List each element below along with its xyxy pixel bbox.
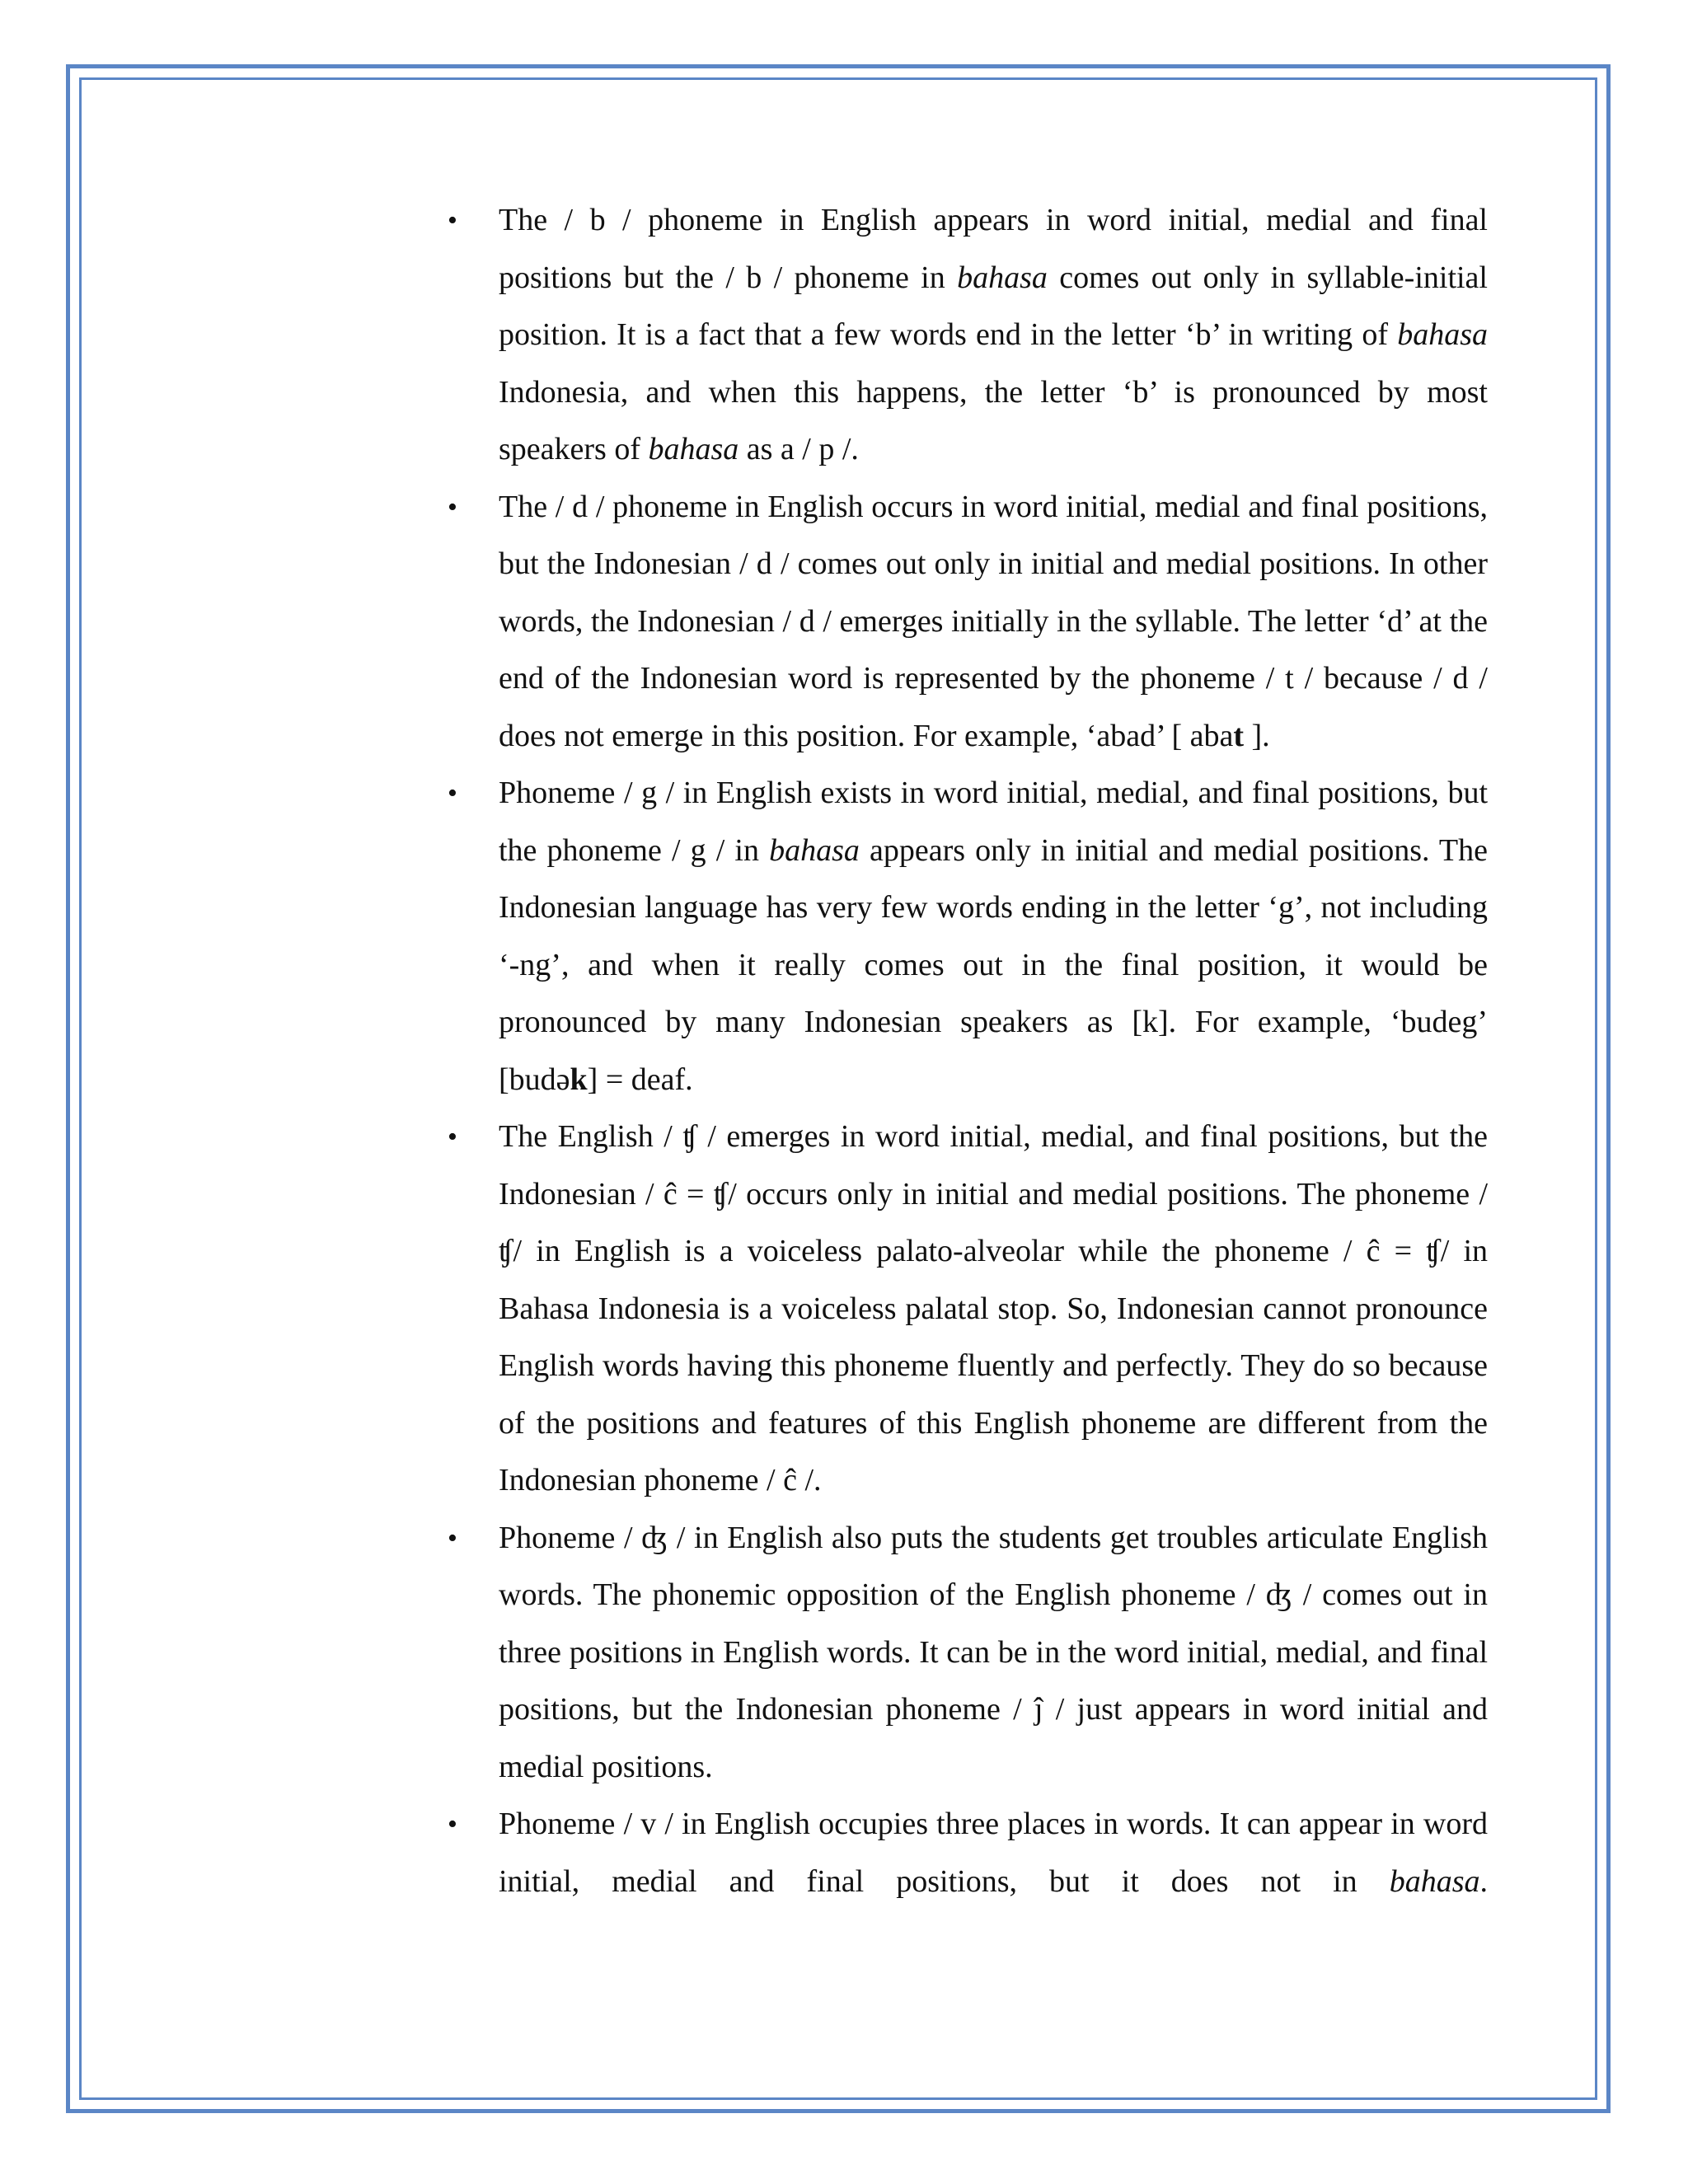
text-segment: Indonesia, and when this happens, the letter ‘b’ is pronounced by most speakers of — [499, 374, 1488, 466]
text-segment: comes out only in syllable-initial position. It is a fact that a few words end in the letter ‘b’ in writing of — [499, 260, 1488, 352]
bold-text: k — [570, 1062, 588, 1097]
text-segment: The / b / phoneme in English appears in word initial, medial and final positions but the / b / phoneme in — [499, 203, 1488, 295]
bullet-item — [441, 479, 1488, 766]
bullet-list — [441, 192, 1488, 1910]
text-segment: appears only in initial and medial positions. The Indonesian language has very few words ending in the letter ‘g’, not including ‘-ng’, and when it really comes out in the final position, it would be pronounced by many Indonesian speakers as [k]. For example, ‘budeg’ [budə — [499, 832, 1488, 1097]
bullet-marker: • — [448, 205, 457, 236]
text-segment: ]. — [1244, 718, 1270, 753]
italic-text: bahasa — [1389, 1863, 1480, 1899]
bullet-item — [441, 192, 1488, 479]
bullet-marker: • — [448, 1809, 457, 1840]
text-segment: as a / p /. — [738, 432, 859, 466]
bullet-marker: • — [448, 1522, 457, 1554]
bullet-item — [441, 1796, 1488, 1910]
text-segment: Phoneme / v / in English occupies three places in words. It can appear in word initial, medial and final positions, but it does not in — [499, 1807, 1488, 1899]
bullet-item — [441, 1510, 1488, 1797]
bullet-item — [441, 1108, 1488, 1510]
text-segment: Phoneme / ʤ / in English also puts the students get troubles articulate English words. The phonemic opposition of the English phoneme / ʤ / comes out in three positions in English words. It can be in the word initial, medial, and final positions, but the Indonesian phoneme / ĵ / just appears in word initial and medial positions. — [499, 1520, 1488, 1784]
italic-text: bahasa — [648, 432, 739, 466]
text-segment: ] = deaf. — [587, 1062, 693, 1097]
text-segment: The / d / phoneme in English occurs in word initial, medial and final positions, but the Indonesian / d / comes out only in initial and medial positions. In other words, the Indonesian / d / emerges initially in the syllable. The letter ‘d’ at the end of the Indonesian word is represented by the phoneme / t / because / d / does not emerge in this position. For example, ‘abad’ [ aba — [499, 489, 1488, 753]
bullet-item — [441, 765, 1488, 1108]
bullet-marker: • — [448, 778, 457, 808]
bullet-marker: • — [448, 1122, 457, 1152]
italic-text: bahasa — [957, 260, 1048, 295]
italic-text: bahasa — [769, 832, 860, 868]
bold-text: t — [1233, 718, 1245, 753]
italic-text: bahasa — [1397, 317, 1488, 352]
text-segment: The English / ʧ / emerges in word initial, medial, and final positions, but the Indonesian / ĉ = ʧ/ occurs only in initial and medial positions. The phoneme / ʧ/ in English is a voiceless palato-alveolar while the phoneme / ĉ = ʧ/ in Bahasa Indonesia is a voiceless palatal stop. So, Indonesian cannot pronounce English words having this phoneme fluently and perfectly. They do so because of the positions and features of this English phoneme are different from the Indonesian phoneme / ĉ /. — [499, 1119, 1488, 1497]
document-body — [441, 192, 1488, 1910]
text-segment: . — [1479, 1863, 1488, 1899]
bullet-marker: • — [448, 491, 457, 523]
text-segment: Phoneme / g / in English exists in word initial, medial, and final positions, but the phoneme / g / in — [499, 776, 1488, 868]
